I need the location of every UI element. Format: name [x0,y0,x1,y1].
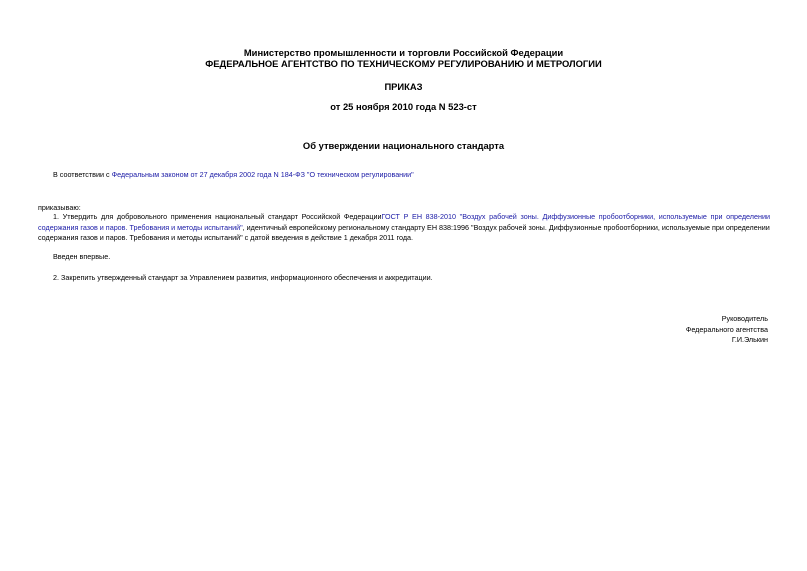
gost-link-part-2[interactable]: содержания газов и паров. Требования и методы испытаний" [38,222,243,232]
signature-title: Руководитель [721,314,768,323]
introduced-note: Введен впервые. [53,252,111,261]
item-2-paragraph: 2. Закрепить утвержденный стандарт за Управлением развития, информационного обеспечения и аккредитации. [53,273,433,282]
ministry-title: Министерство промышленности и торговли Российской Федерации [243,47,564,58]
orders-label: приказываю: [38,203,81,212]
item-1-line-1 [38,212,770,223]
signature-name: Г.И.Элькин [731,335,768,344]
signature-org: Федерального агентства [685,325,768,334]
item-1-paragraph [38,212,770,244]
document-date-number: от 25 ноября 2010 года N 523-ст [330,101,477,112]
document-type: ПРИКАЗ [384,81,423,92]
item-1-prefix: 1. Утвердить для добровольного применения национальный стандарт Российской Федерации [53,212,382,221]
agency-title: ФЕДЕРАЛЬНОЕ АГЕНТСТВО ПО ТЕХНИЧЕСКОМУ РЕГУЛИРОВАНИЮ И МЕТРОЛОГИИ [205,58,602,69]
federal-law-link[interactable]: Федеральным законом от 27 декабря 2002 года N 184-ФЗ "О техническом регулировании" [111,170,414,179]
gost-link-part-1[interactable]: ГОСТ Р ЕН 838-2010 "Воздух рабочей зоны. Диффузионные пробоотборники, используемые при определении [381,212,770,221]
basis-paragraph [53,170,414,181]
document-subject: Об утверждении национального стандарта [302,140,505,151]
item-1-line-2 [38,223,770,234]
item-1-line-3: содержания газов и паров. Требования и методы испытаний" с датой введения в действие 1 декабря 2011 года. [38,233,414,242]
item-1-rest: , идентичный европейскому региональному стандарту ЕН 838:1996 "Воздух рабочей зоны. Диффузионные пробоотборники, используемые при определении [242,222,770,232]
basis-prefix: В соответствии с [53,170,112,179]
